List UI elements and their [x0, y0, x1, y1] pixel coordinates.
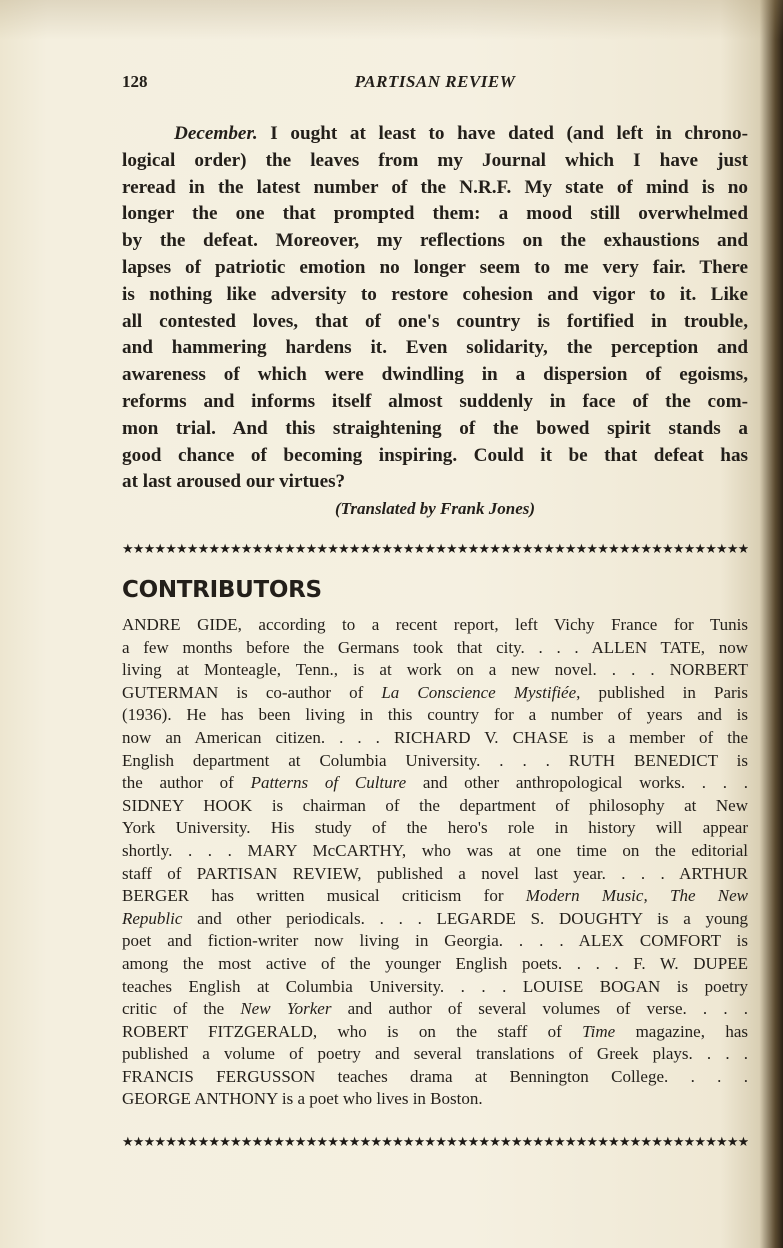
- text-segment: and author of several volumes of verse. . . .: [331, 999, 748, 1019]
- text-line: [122, 228, 748, 255]
- text-segment: teaches English at Columbia University. . . . LOUISE BOGAN is poetry: [122, 976, 748, 996]
- text-line: [122, 840, 748, 863]
- text-segment: longer the one that prompted them: a mood still overwhelmed: [122, 203, 748, 225]
- italic-title-text: La Conscience Mystifiée: [381, 682, 577, 702]
- text-line: [122, 998, 748, 1021]
- journal-title: PARTISAN REVIEW: [354, 72, 516, 91]
- text-segment: among the most active of the younger English poets. . . . F. W. DUPEE: [122, 953, 748, 973]
- text-line: [122, 1021, 748, 1044]
- text-segment: all contested loves, that of one's country is fortified in trouble,: [122, 310, 748, 332]
- text-segment: living at Monteagle, Tenn., is at work on a new novel. . . . NORBERT: [122, 660, 748, 680]
- ornamental-rule-top: ★★★★★★★★★★★★★★★★★★★★★★★★★★★★★★★★★★★★★★★★★★★★★★★★★★★★★★★★★★: [122, 541, 748, 556]
- text-line: [122, 389, 748, 416]
- text-line: [122, 335, 748, 362]
- text-line: [122, 201, 748, 228]
- italic-title-text: Modern Music, The New: [525, 886, 749, 906]
- text-line: [122, 1043, 748, 1066]
- text-line: [122, 121, 748, 148]
- text-line: [122, 255, 748, 282]
- text-segment: lapses of patriotic emotion no longer seem to me very fair. There: [122, 256, 748, 278]
- ornamental-rule-bottom: ★★★★★★★★★★★★★★★★★★★★★★★★★★★★★★★★★★★★★★★★★★★★★★★★★★★★★★★★★★: [122, 1134, 748, 1149]
- text-line: [122, 885, 748, 908]
- text-segment: a few months before the Germans took that city. . . . ALLEN TATE, now: [122, 637, 748, 657]
- italic-title-text: Republic: [122, 908, 183, 928]
- text-line: [122, 469, 748, 496]
- text-segment: English department at Columbia University. . . . RUTH BENEDICT is: [122, 750, 748, 770]
- text-line: [122, 614, 748, 637]
- text-segment: logical order) the leaves from my Journal which I have just: [122, 149, 748, 171]
- translator-credit: (Translated by Frank Jones): [334, 499, 536, 518]
- text-line: [122, 704, 748, 727]
- text-line: [122, 976, 748, 999]
- contributors-notes: [122, 614, 748, 1111]
- text-segment: York University. His study of the hero's role in history will appear: [122, 818, 748, 838]
- text-segment: staff of PARTISAN REVIEW, published a novel last year. . . . ARTHUR: [122, 863, 748, 883]
- text-line: [122, 908, 748, 931]
- italic-title-text: New Yorker: [240, 999, 332, 1019]
- text-segment: ROBERT FITZGERALD, who is on the staff of: [122, 1021, 583, 1041]
- text-segment: and other periodicals. . . . LEGARDE S. DOUGHTY is a young: [182, 908, 748, 928]
- journal-entry: [122, 121, 748, 496]
- text-line: [122, 443, 748, 470]
- text-segment: by the defeat. Moreover, my reflections on the exhaustions and: [122, 230, 748, 252]
- text-line: [122, 817, 748, 840]
- text-segment: published a volume of poetry and several translations of Greek plays. . . .: [122, 1044, 748, 1064]
- text-segment: GUTERMAN is co-author of: [122, 682, 382, 702]
- text-segment: magazine, has: [615, 1021, 748, 1041]
- text-segment: , published in Paris: [576, 682, 748, 702]
- text-segment: SIDNEY HOOK is chairman of the department of philosophy at New: [122, 795, 748, 815]
- text-segment: good chance of becoming inspiring. Could it be that defeat has: [122, 444, 748, 466]
- text-line: [122, 953, 748, 976]
- text-line: [122, 362, 748, 389]
- text-line: [122, 416, 748, 443]
- text-segment: I ought at least to have dated (and left in chrono-: [257, 123, 748, 144]
- text-line: [122, 148, 748, 175]
- text-line: [122, 772, 748, 795]
- text-line: [122, 637, 748, 660]
- italic-title-text: Patterns of Culture: [250, 773, 407, 793]
- text-line: [122, 863, 748, 886]
- text-line: [122, 795, 748, 818]
- text-segment: now an American citizen. . . . RICHARD V. CHASE is a member of the: [122, 727, 748, 747]
- text-segment: at last aroused our virtues?: [122, 471, 346, 493]
- running-header: [122, 72, 748, 96]
- text-segment: and hammering hardens it. Even solidarity, the perception and: [122, 337, 748, 359]
- text-segment: awareness of which were dwindling in a dispersion of egoisms,: [122, 364, 748, 386]
- scan-shadow: [0, 0, 783, 40]
- text-segment: shortly. . . . MARY McCARTHY, who was at one time on the editorial: [122, 840, 748, 860]
- text-segment: poet and fiction-writer now living in Georgia. . . . ALEX COMFORT is: [122, 931, 748, 951]
- text-line: [122, 750, 748, 773]
- text-segment: ANDRE GIDE, according to a recent report, left Vichy France for Tunis: [122, 615, 748, 634]
- text-line: [122, 1066, 748, 1089]
- text-segment: is nothing like adversity to restore cohesion and vigor to it. Like: [122, 283, 748, 305]
- text-line: [122, 930, 748, 953]
- page-number: 128: [122, 72, 148, 91]
- text-segment: the author of: [122, 773, 251, 793]
- italic-title-text: December.: [174, 123, 258, 144]
- text-line: [122, 682, 748, 705]
- contributors-heading: CONTRIBUTORS: [122, 577, 322, 603]
- text-line: [122, 175, 748, 202]
- text-segment: GEORGE ANTHONY is a poet who lives in Boston.: [122, 1089, 483, 1109]
- text-line: [122, 727, 748, 750]
- text-segment: and other anthropological works. . . .: [406, 773, 749, 793]
- italic-title-text: Time: [582, 1021, 616, 1041]
- text-segment: reforms and informs itself almost suddenly in face of the com-: [122, 390, 748, 412]
- text-segment: mon trial. And this straightening of the bowed spirit stands a: [122, 417, 748, 439]
- text-line: [122, 282, 748, 309]
- text-segment: FRANCIS FERGUSSON teaches drama at Bennington College. . . .: [122, 1066, 748, 1086]
- text-segment: (1936). He has been living in this country for a number of years and is: [122, 705, 748, 725]
- text-line: [122, 309, 748, 336]
- text-line: [122, 659, 748, 682]
- text-segment: reread in the latest number of the N.R.F. My state of mind is no: [122, 176, 748, 198]
- text-segment: BERGER has written musical criticism for: [122, 886, 526, 906]
- text-line: [122, 1088, 748, 1111]
- text-segment: critic of the: [122, 999, 241, 1019]
